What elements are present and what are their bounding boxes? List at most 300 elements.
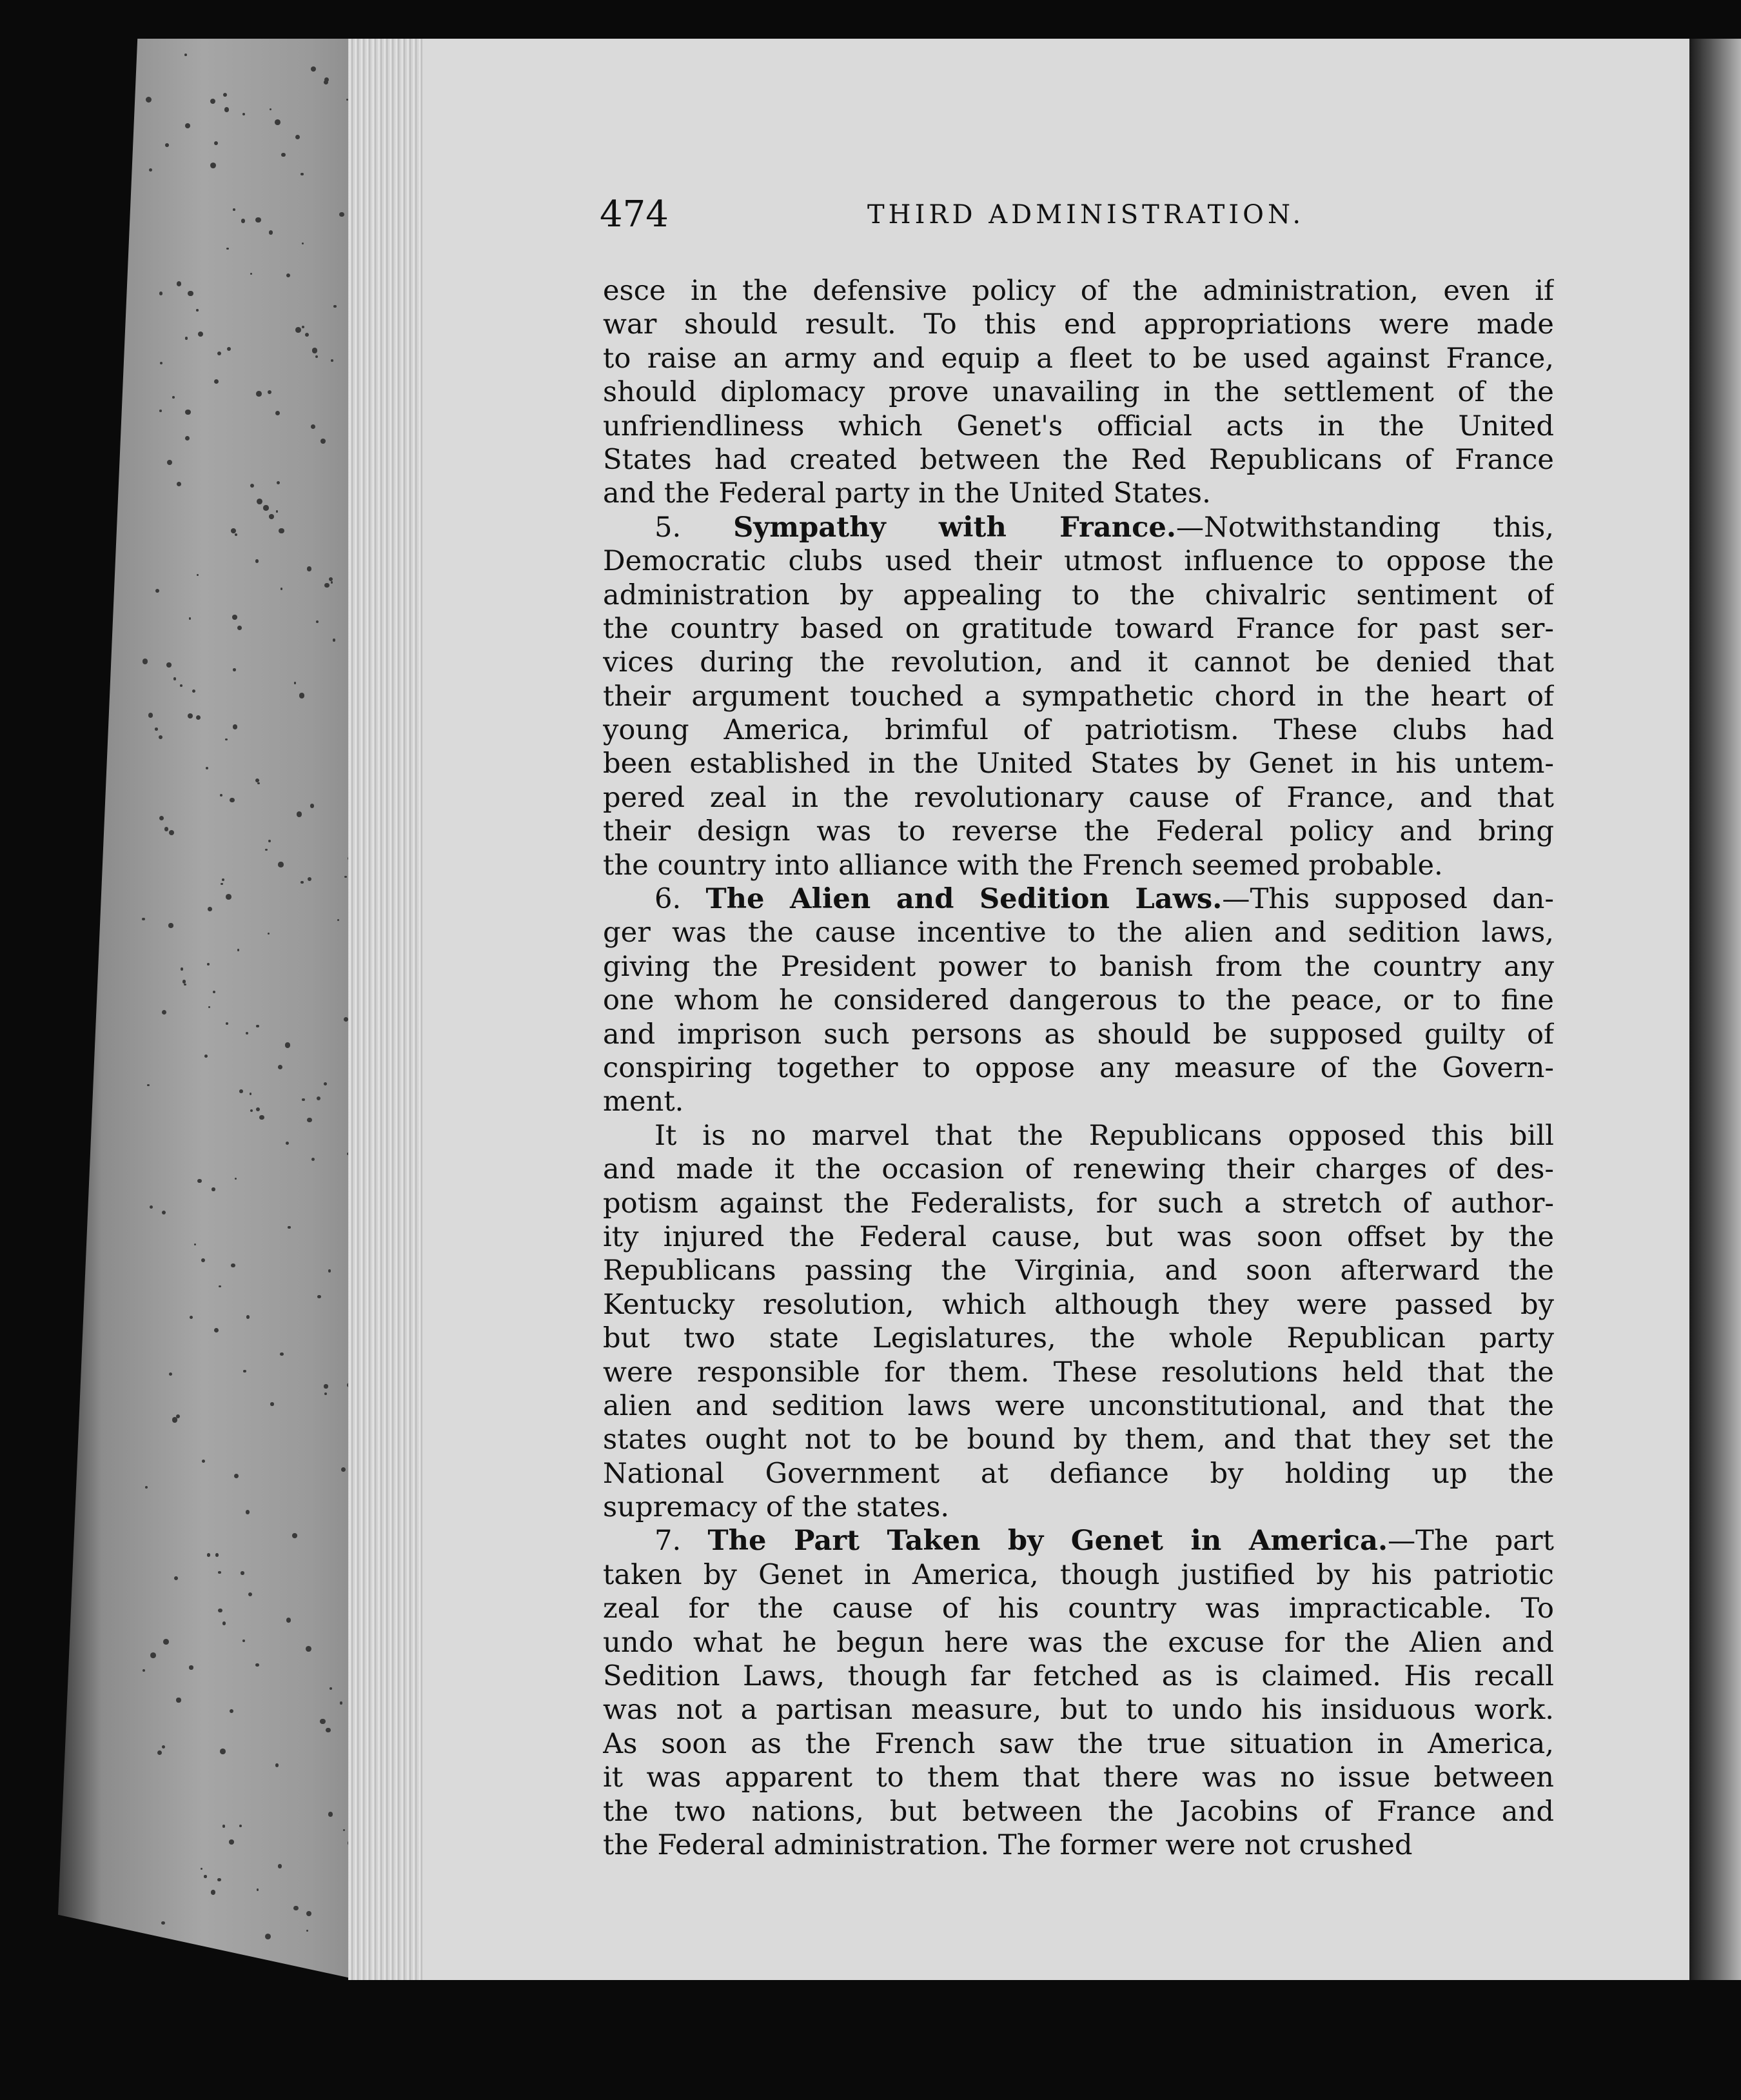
text-line xyxy=(603,1187,1554,1220)
edge-speck xyxy=(208,907,212,911)
edge-speck xyxy=(306,1646,311,1652)
text-line xyxy=(603,1119,1554,1153)
edge-speck xyxy=(231,528,236,533)
edge-speck xyxy=(211,1890,215,1894)
edge-speck xyxy=(161,1921,165,1925)
text-line xyxy=(603,1220,1554,1254)
edge-speck xyxy=(315,355,318,358)
edge-speck xyxy=(292,1533,297,1538)
edge-speck xyxy=(281,153,286,157)
edge-speck xyxy=(214,141,218,145)
edge-speck xyxy=(167,460,173,466)
line-text: administration by appealing to the chivalric sentiment of xyxy=(603,579,1554,611)
edge-speck xyxy=(225,738,227,740)
edge-speck xyxy=(331,581,333,584)
edge-speck xyxy=(307,1118,311,1122)
text-line xyxy=(603,646,1554,679)
edge-speck xyxy=(246,1510,250,1514)
edge-speck xyxy=(185,337,188,339)
line-text: it was apparent to them that there was no issue between xyxy=(603,1761,1554,1794)
edge-speck xyxy=(220,1748,226,1754)
edge-speck xyxy=(278,862,283,867)
text-line xyxy=(603,849,1554,882)
edge-speck xyxy=(157,1750,162,1755)
line-text: young America, brimful of patriotism. These clubs had xyxy=(603,714,1554,747)
edge-speck xyxy=(165,143,169,147)
edge-speck xyxy=(278,1864,282,1868)
edge-speck xyxy=(256,1025,259,1027)
edge-speck xyxy=(306,1911,312,1917)
edge-speck xyxy=(155,589,159,593)
text-line xyxy=(603,1558,1554,1592)
edge-speck xyxy=(302,243,304,244)
edge-speck xyxy=(269,230,273,235)
edge-speck xyxy=(166,662,172,668)
edge-speck xyxy=(300,881,304,884)
text-line xyxy=(603,1491,1554,1524)
line-text: National Government at defiance by holding up the xyxy=(603,1457,1554,1490)
text-line xyxy=(603,375,1554,409)
edge-speck xyxy=(165,1956,169,1959)
line-text: the country into alliance with the French seemed probable. xyxy=(603,849,1443,882)
edge-speck xyxy=(206,767,208,769)
edge-speck xyxy=(218,1571,221,1574)
text-line xyxy=(603,443,1554,477)
line-text: ger was the cause incentive to the alien and sedition laws, xyxy=(603,916,1554,949)
edge-speck xyxy=(168,923,173,927)
page-number: 474 xyxy=(600,193,669,235)
section-heading-line xyxy=(603,882,1554,916)
edge-speck xyxy=(324,1392,327,1395)
edge-speck xyxy=(311,424,315,429)
edge-speck xyxy=(255,1663,259,1667)
edge-speck xyxy=(142,918,145,921)
line-text: were responsible for them. These resolutions held that the xyxy=(603,1356,1554,1389)
section-number: 5. xyxy=(654,511,734,544)
edge-speck xyxy=(277,481,280,484)
text-line xyxy=(603,1356,1554,1389)
edge-speck xyxy=(231,1263,235,1268)
edge-speck xyxy=(302,1098,305,1102)
text-line xyxy=(603,1389,1554,1423)
edge-speck xyxy=(269,514,274,519)
edge-speck xyxy=(217,1878,221,1882)
edge-speck xyxy=(311,66,316,72)
edge-speck xyxy=(263,505,268,510)
text-line xyxy=(603,1828,1554,1862)
line-text: undo what he begun here was the excuse for the Alien and xyxy=(603,1626,1554,1659)
line-text: the country based on gratitude toward France for past ser- xyxy=(603,612,1554,645)
text-line xyxy=(603,544,1554,578)
text-line xyxy=(603,1659,1554,1693)
edge-speck xyxy=(197,1179,201,1183)
edge-speck xyxy=(286,1618,291,1622)
edge-speck xyxy=(250,484,254,488)
edge-speck xyxy=(256,391,262,397)
edge-speck xyxy=(257,1888,259,1891)
edge-speck xyxy=(215,1553,219,1556)
edge-speck xyxy=(174,1576,178,1580)
line-text: states ought not to be bound by them, and that they set the xyxy=(603,1423,1554,1456)
edge-speck xyxy=(146,97,152,103)
line-text: Kentucky resolution, which although they were passed by xyxy=(603,1288,1554,1321)
edge-speck xyxy=(307,566,311,571)
edge-speck xyxy=(219,1285,221,1288)
edge-speck xyxy=(317,1096,320,1100)
edge-speck xyxy=(280,588,282,589)
text-line xyxy=(603,579,1554,612)
edge-speck xyxy=(173,677,176,680)
edge-speck xyxy=(192,689,195,693)
edge-speck xyxy=(188,291,193,297)
edge-speck xyxy=(159,735,162,739)
edge-speck xyxy=(340,1701,343,1705)
edge-speck xyxy=(162,1211,166,1214)
edge-speck xyxy=(182,980,186,984)
line-text: esce in the defensive policy of the administration, even if xyxy=(603,275,1554,307)
text-line xyxy=(603,916,1554,949)
text-line xyxy=(603,1423,1554,1456)
edge-speck xyxy=(286,1142,289,1145)
line-text: pered zeal in the revolutionary cause of France, and that xyxy=(603,781,1554,814)
edge-speck xyxy=(202,1460,205,1463)
edge-speck xyxy=(237,626,242,630)
bottom-shadow xyxy=(58,1980,1741,2100)
section-number: 6. xyxy=(654,883,706,916)
edge-speck xyxy=(259,1115,264,1120)
edge-speck xyxy=(162,1745,165,1748)
edge-speck xyxy=(197,574,199,576)
edge-speck xyxy=(185,436,190,441)
edge-speck xyxy=(218,1609,222,1612)
edge-speck xyxy=(177,482,181,486)
text-line xyxy=(603,1254,1554,1287)
edge-speck xyxy=(223,93,227,97)
line-text: war should result. To this end appropriations were made xyxy=(603,308,1554,341)
line-text: It is no marvel that the Republicans opposed this bill xyxy=(654,1119,1554,1152)
line-text: alien and sedition laws were unconstitutional, and that the xyxy=(603,1389,1554,1422)
line-text: Sedition Laws, though far fetched as is claimed. His recall xyxy=(603,1660,1554,1693)
edge-speck xyxy=(211,1187,215,1191)
edge-speck xyxy=(256,1107,260,1111)
edge-speck xyxy=(198,332,203,337)
text-line xyxy=(603,950,1554,984)
edge-speck xyxy=(150,1205,153,1209)
edge-speck xyxy=(243,1370,246,1372)
edge-speck xyxy=(302,326,305,329)
edge-speck xyxy=(177,281,182,286)
edge-speck xyxy=(210,99,215,104)
edge-speck xyxy=(265,849,268,851)
line-text: the two nations, but between the Jacobins of France and xyxy=(603,1795,1554,1828)
line-text: and made it the occasion of renewing their charges of des- xyxy=(603,1153,1554,1186)
edge-speck xyxy=(299,693,305,698)
text-line xyxy=(603,713,1554,747)
edge-speck xyxy=(233,668,236,671)
line-text: should diplomacy prove unavailing in the settlement of the xyxy=(603,376,1554,409)
edge-speck xyxy=(285,1042,290,1047)
edge-speck xyxy=(242,113,245,115)
edge-speck xyxy=(196,309,199,312)
edge-speck xyxy=(189,617,191,619)
edge-speck xyxy=(239,1825,242,1827)
text-line xyxy=(603,984,1554,1017)
edge-speck xyxy=(265,1934,271,1939)
edge-speck xyxy=(226,248,229,250)
section-number: 7. xyxy=(654,1525,708,1558)
section-heading: The Alien and Sedition Laws. xyxy=(705,882,1223,916)
line-text: their design was to reverse the Federal policy and bring xyxy=(603,815,1554,848)
edge-speck xyxy=(300,173,304,176)
edge-speck xyxy=(324,1082,327,1085)
edge-speck xyxy=(184,54,187,56)
line-text: been established in the United States by Genet in his untem- xyxy=(603,748,1554,780)
line-text: and imprison such persons as should be supposed guilty of xyxy=(603,1018,1554,1051)
edge-speck xyxy=(250,1109,253,1112)
edge-speck xyxy=(213,991,215,993)
page-header xyxy=(600,193,1554,245)
line-text: Republicans passing the Virginia, and soon afterward the xyxy=(603,1254,1554,1287)
edge-speck xyxy=(286,273,290,277)
line-text: one whom he considered dangerous to the peace, or to fine xyxy=(603,984,1554,1017)
edge-speck xyxy=(324,80,328,84)
text-line xyxy=(603,342,1554,375)
edge-speck xyxy=(297,811,302,817)
edge-speck xyxy=(226,1022,228,1025)
text-line xyxy=(603,1626,1554,1659)
line-text: ment. xyxy=(603,1085,684,1118)
text-line xyxy=(603,1051,1554,1085)
edge-speck xyxy=(278,1065,282,1069)
edge-speck xyxy=(159,292,163,295)
edge-speck xyxy=(148,713,153,718)
text-line xyxy=(603,1761,1554,1794)
edge-speck xyxy=(312,348,318,353)
text-line xyxy=(603,1322,1554,1355)
edge-speck xyxy=(237,949,239,951)
text-line xyxy=(603,1727,1554,1761)
edge-speck xyxy=(201,1868,202,1870)
edge-speck xyxy=(242,1639,245,1642)
edge-speck xyxy=(246,1032,249,1035)
edge-speck xyxy=(196,715,201,720)
text-line xyxy=(603,612,1554,646)
edge-speck xyxy=(233,208,235,211)
line-text: zeal for the cause of his country was impracticable. To xyxy=(603,1592,1554,1625)
edge-speck xyxy=(172,1417,177,1422)
edge-speck xyxy=(333,639,335,641)
edge-speck xyxy=(227,347,231,351)
text-line xyxy=(603,1693,1554,1727)
line-text: unfriendliness which Genet's official acts in the United xyxy=(603,410,1554,442)
edge-speck xyxy=(257,499,262,504)
line-text: —Notwithstanding this, xyxy=(1175,511,1554,544)
text-line xyxy=(603,308,1554,341)
edge-speck xyxy=(333,305,336,308)
edge-speck xyxy=(255,217,261,223)
edge-speck xyxy=(163,1639,169,1645)
text-line xyxy=(603,1592,1554,1625)
edge-speck xyxy=(155,728,157,730)
body-text xyxy=(603,274,1554,1862)
edge-speck xyxy=(324,1384,328,1388)
line-text: potism against the Federalists, for such a stretch of author- xyxy=(603,1187,1554,1220)
edge-speck xyxy=(250,1093,251,1095)
edge-speck xyxy=(293,1906,298,1910)
edge-speck xyxy=(235,1178,237,1180)
edge-speck xyxy=(344,876,346,878)
edge-speck xyxy=(233,724,238,729)
edge-speck xyxy=(214,1328,219,1333)
edge-speck xyxy=(268,840,271,842)
edge-speck xyxy=(320,439,326,444)
edge-speck xyxy=(190,1316,193,1319)
edge-speck xyxy=(250,273,252,275)
text-line xyxy=(603,1085,1554,1118)
edge-speck xyxy=(189,1665,193,1669)
edge-speck xyxy=(164,827,169,831)
edge-speck xyxy=(270,108,272,111)
line-text: States had created between the Red Republicans of France xyxy=(603,443,1554,476)
edge-speck xyxy=(257,782,260,785)
edge-speck xyxy=(176,1698,181,1702)
edge-speck xyxy=(239,1089,243,1093)
line-text: but two state Legislatures, the whole Republican party xyxy=(603,1322,1554,1355)
edge-speck xyxy=(221,883,223,886)
line-text: Democratic clubs used their utmost influence to oppose the xyxy=(603,545,1554,578)
edge-speck xyxy=(145,1486,148,1489)
edge-speck xyxy=(275,119,280,125)
edge-speck xyxy=(255,559,259,563)
edge-speck xyxy=(246,1315,250,1318)
edge-speck xyxy=(329,577,333,581)
text-line xyxy=(603,1018,1554,1051)
edge-speck xyxy=(185,410,191,415)
edge-speck xyxy=(275,411,280,415)
line-text: —This supposed dan- xyxy=(1222,883,1554,916)
edge-speck xyxy=(268,390,271,394)
edge-speck xyxy=(234,1474,239,1478)
text-line xyxy=(603,410,1554,443)
edge-speck xyxy=(180,684,182,687)
edge-speck xyxy=(330,1687,332,1690)
edge-speck xyxy=(311,1158,315,1161)
edge-speck xyxy=(308,877,311,881)
text-line xyxy=(603,680,1554,713)
edge-speck xyxy=(280,1352,284,1356)
edge-speck xyxy=(343,1829,346,1832)
edge-speck xyxy=(241,219,246,223)
line-text: and the Federal party in the United States. xyxy=(603,477,1211,510)
text-line xyxy=(603,747,1554,780)
line-text: vices during the revolution, and it cannot be denied that xyxy=(603,646,1554,679)
edge-speck xyxy=(328,1812,333,1816)
edge-speck xyxy=(159,410,161,411)
edge-speck xyxy=(331,359,333,362)
text-line xyxy=(603,1457,1554,1491)
line-text: supremacy of the states. xyxy=(603,1491,950,1524)
edge-speck xyxy=(207,963,210,966)
line-text: As soon as the French saw the true situation in America, xyxy=(603,1727,1554,1760)
edge-speck xyxy=(235,533,237,536)
line-text: conspiring together to oppose any measure of the Govern- xyxy=(603,1051,1554,1084)
edge-speck xyxy=(248,1592,252,1596)
edge-speck xyxy=(159,816,164,821)
text-line xyxy=(603,781,1554,815)
edge-speck xyxy=(172,396,175,399)
edge-speck xyxy=(194,1243,196,1245)
edge-speck xyxy=(226,894,231,900)
edge-speck xyxy=(295,327,301,333)
section-heading-line xyxy=(603,511,1554,544)
text-line xyxy=(603,1795,1554,1828)
edge-speck xyxy=(229,1839,233,1844)
line-text: their argument touched a sympathetic chord in the heart of xyxy=(603,680,1554,713)
edge-speck xyxy=(222,1621,226,1625)
edge-speck xyxy=(310,804,314,807)
edge-speck xyxy=(339,212,344,217)
edge-speck xyxy=(241,1571,244,1574)
edge-speck xyxy=(288,1226,290,1229)
line-text: giving the President power to banish from the country any xyxy=(603,950,1554,983)
edge-speck xyxy=(184,984,186,986)
line-text: taken by Genet in America, though justified by his patriotic xyxy=(603,1558,1554,1591)
edge-speck xyxy=(150,1652,156,1658)
edge-speck xyxy=(224,107,229,112)
edge-speck xyxy=(230,798,235,803)
edge-speck xyxy=(294,682,297,684)
edge-speck xyxy=(324,583,330,588)
line-text: the Federal administration. The former were not crushed xyxy=(603,1828,1413,1861)
edge-speck xyxy=(232,615,237,620)
running-head: THIRD ADMINISTRATION. xyxy=(867,200,1305,230)
edge-speck xyxy=(230,1709,233,1713)
line-text: to raise an army and equip a fleet to be used against France, xyxy=(603,342,1554,375)
section-heading: Sympathy with France. xyxy=(733,510,1176,544)
edge-speck xyxy=(295,135,300,139)
edge-speck xyxy=(268,933,270,935)
text-line xyxy=(603,1153,1554,1186)
edge-speck xyxy=(341,1467,346,1472)
edge-speck xyxy=(328,1269,331,1272)
line-text: —The part xyxy=(1387,1525,1554,1558)
edge-speck xyxy=(326,1728,331,1733)
section-heading: The Part Taken by Genet in America. xyxy=(707,1524,1388,1558)
edge-speck xyxy=(143,659,148,664)
edge-speck xyxy=(162,1010,166,1015)
edge-speck xyxy=(220,794,222,797)
line-text: was not a partisan measure, but to undo his insiduous work. xyxy=(603,1694,1554,1727)
edge-speck xyxy=(279,528,284,533)
edge-speck xyxy=(214,379,219,384)
edge-speck xyxy=(149,168,152,172)
text-line xyxy=(603,477,1554,510)
edge-speck xyxy=(143,1669,145,1672)
edge-speck xyxy=(169,1372,172,1376)
edge-speck xyxy=(208,1006,210,1008)
edge-speck xyxy=(305,333,309,337)
text-line xyxy=(603,815,1554,848)
text-line xyxy=(603,274,1554,308)
edge-speck xyxy=(185,123,190,128)
edge-speck xyxy=(222,878,224,881)
text-line xyxy=(603,1288,1554,1322)
edge-speck xyxy=(316,620,319,623)
edge-speck xyxy=(204,1055,208,1058)
edge-speck xyxy=(217,352,221,355)
edge-speck xyxy=(160,362,162,364)
edge-speck xyxy=(169,830,174,835)
